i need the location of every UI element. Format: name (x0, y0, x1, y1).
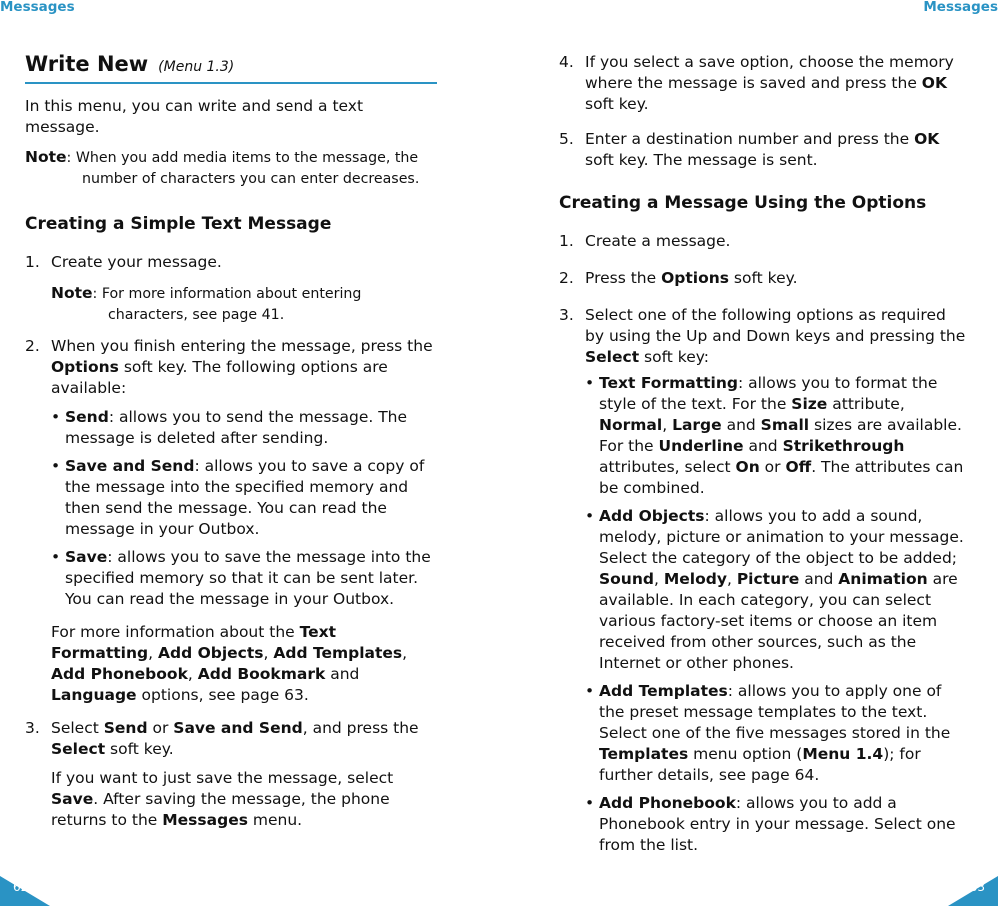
step-text: Select one of the following options as required by using the Up and Down keys and pressing the Select soft key: (585, 306, 966, 366)
step-number: 1. (559, 232, 574, 250)
heading-simple-text-message: Creating a Simple Text Message (25, 214, 332, 234)
note-text: : For more information about entering (92, 286, 362, 302)
bullet-text-formatting: • Text Formatting: allows you to format the style of the text. For the Size attribute, Normal, Large and Small sizes are available. For the Underline and Strikethrough attributes, select On or Off. The attributes can be combined. (585, 374, 964, 497)
step-text: Create your message. (51, 253, 222, 271)
step-text: Press the Options soft key. (585, 269, 798, 287)
bullet-marker: • (51, 457, 61, 475)
step-3 (25, 718, 437, 831)
more-information-paragraph: For more information about the Text Formatting, Add Objects, Add Templates, Add Phonebook, Add Bookmark and Language options, see page 63. (51, 623, 408, 704)
section-title-row (25, 50, 437, 84)
left-content (25, 50, 437, 841)
right-page (499, 0, 998, 906)
step-text: Select Send or Save and Send, and press the Select soft key. (51, 719, 419, 758)
bullet-marker: • (51, 548, 61, 566)
bullet-marker: • (585, 507, 595, 525)
options-step-3 (559, 305, 969, 856)
right-content (559, 52, 969, 866)
save-only-paragraph: If you want to just save the message, select Save. After saving the message, the phone returns to the Messages menu. (51, 769, 394, 829)
step-number: 5. (559, 130, 574, 148)
bullet-add-templates: • Add Templates: allows you to apply one of the preset message templates to the text. Select one of the five messages stored in the Templates menu option (Menu 1.4); for further details, see page 64. (585, 682, 951, 784)
step-number: 2. (559, 269, 574, 287)
step-number: 3. (25, 719, 40, 737)
bullet-marker: • (51, 408, 61, 426)
running-header-right: Messages (923, 0, 998, 15)
bullet-send: • Send: allows you to send the message. The message is deleted after sending. (51, 408, 408, 447)
step-number: 3. (559, 306, 574, 324)
bullet-save-and-send: • Save and Send: allows you to save a copy of the message into the specified memory and then send the message. You can read the message in your Outbox. (51, 457, 425, 538)
bullet-marker: • (585, 374, 595, 392)
running-header-left: Messages (0, 0, 75, 15)
step-text: When you finish entering the message, press the Options soft key. The following options are available: (51, 337, 433, 397)
step-number: 4. (559, 53, 574, 71)
step-number: 2. (25, 337, 40, 355)
note-label: Note (51, 284, 93, 302)
note-label: Note (25, 148, 67, 166)
heading-message-using-options: Creating a Message Using the Options (559, 193, 927, 213)
section-title: Write New (25, 52, 149, 76)
note-text-continued: number of characters you can enter decreases. (82, 171, 420, 187)
step-1 (25, 252, 437, 273)
bullet-marker: • (585, 794, 595, 812)
step-2 (25, 336, 437, 706)
page-number-left: 62 (13, 880, 29, 894)
step-text: Enter a destination number and press the OK soft key. The message is sent. (585, 130, 940, 169)
bullet-add-objects: • Add Objects: allows you to add a sound, melody, picture or animation to your message. Select the category of the object to be added; Sound, Melody, Picture and Animation are available. In each category, you can select various factory-set items or choose an item received from other sources, such as the Internet or other phones. (585, 507, 964, 672)
intro-paragraph: In this menu, you can write and send a text message. (25, 97, 364, 136)
step-text: Create a message. (585, 232, 731, 250)
menu-reference: (Menu 1.3) (158, 59, 235, 75)
step-4 (559, 52, 969, 115)
bullet-save: • Save: allows you to save the message into the specified memory so that it can be sent later. You can read the message in your Outbox. (51, 548, 431, 608)
step-number: 1. (25, 253, 40, 271)
options-step-2 (559, 268, 969, 289)
note-text-continued: characters, see page 41. (108, 307, 285, 323)
note-entering-characters (51, 283, 437, 326)
page-number-right: 63 (969, 880, 985, 894)
bullet-add-phonebook: • Add Phonebook: allows you to add a Phonebook entry in your message. Select one from the list. (585, 794, 956, 854)
note-media-items (25, 147, 437, 190)
step-text: If you select a save option, choose the memory where the message is saved and press the OK soft key. (585, 53, 954, 113)
step-5 (559, 129, 969, 171)
note-text: : When you add media items to the message, the (66, 150, 419, 166)
options-step-1 (559, 231, 969, 252)
bullet-marker: • (585, 682, 595, 700)
